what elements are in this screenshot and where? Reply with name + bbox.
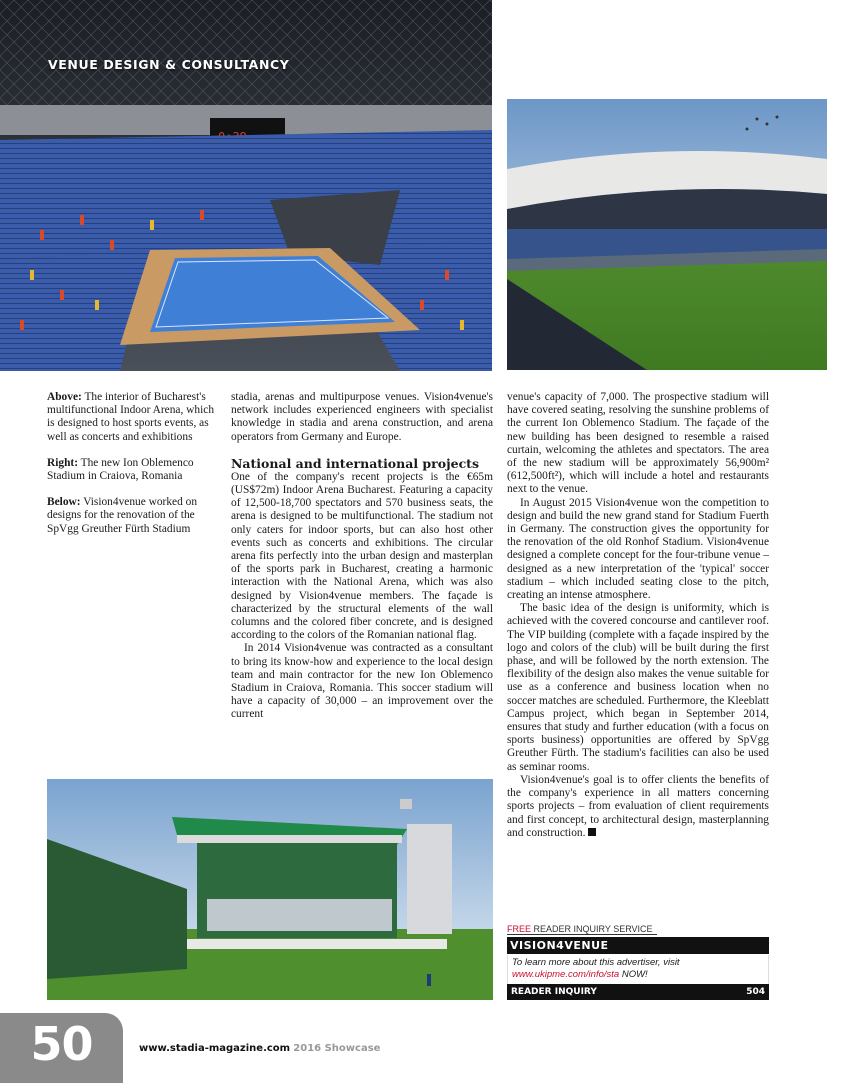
reader-inquiry-body <box>507 955 769 984</box>
caption-label: Below: <box>47 496 81 509</box>
advertiser-name: VISION4VENUE <box>507 937 769 954</box>
furth-stadium-image <box>47 779 493 1000</box>
section-header: VENUE DESIGN & CONSULTANCY <box>48 57 290 72</box>
reader-inquiry-footer-label: READER INQUIRY <box>511 987 597 997</box>
article-paragraph: The basic idea of the design is uniformity, which is achieved with the covered concourse and cantilever roof. The VIP building (complete with a façade inspired by the logo and colors of the club) will be built during the first phase, and will be followed by the north extension. The flexibility of the design also makes the venue suitable for use as a conference and business location when no soccer matches are scheduled. Furthermore, the Kleeblatt Campus project, which began in September 2014, ensures that study and further education (with a focus on sports business) opportunities are offered by SpVgg Greuther Fürth. The stadium's facilities can also be used as seminar rooms. <box>507 602 769 773</box>
reader-inquiry-line: To learn more about this advertiser, visit <box>512 957 680 968</box>
article-column-2 <box>231 391 493 722</box>
article-paragraph: In 2014 Vision4venue was contracted as a consultant to bring its know-how and experience to the local design team and main contractor for the new Ion Oblemenco Stadium in Craiova, Romania. This soccer stadium will have a capacity of 30,000 – an improvement over the current <box>231 642 493 721</box>
article-column-3 <box>507 391 769 840</box>
footer-url[interactable]: www.stadia-magazine.com <box>139 1043 291 1054</box>
article-final-text: Vision4venue's goal is to offer clients the benefits of the company's experience in all matters concerning sports projects – from evaluation of client requirements and first concept, to architectural design, masterplanning and construction. <box>507 773 769 839</box>
reader-inquiry-service-label <box>507 924 657 935</box>
image-captions <box>47 391 219 549</box>
arena-interior-image <box>0 0 492 371</box>
article-paragraph: In August 2015 Vision4venue won the competition to design and build the new grand stand for Stadium Fuerth in Germany. The construction gives the opportunity for the renovation of the old Ronhof Stadium. Vision4venue designed a complete concept for the four-tribune venue – designed as a new interpretation of the 'typical' soccer stadium – which included seating close to the pitch, creating an intense atmosphere. <box>507 496 769 602</box>
reader-inquiry-link[interactable]: www.ukipme.com/info/sta <box>512 969 620 980</box>
caption-text: Vision4venue worked on designs for the renovation of the SpVgg Greuther Fürth Stadium <box>47 496 198 535</box>
caption-label: Above: <box>47 391 82 403</box>
reader-inquiry-now: NOW! <box>619 969 648 980</box>
caption-text: The new Ion Oblemenco Stadium in Craiova, Romania <box>47 456 194 483</box>
footer-issue: 2016 Showcase <box>293 1043 381 1054</box>
page-number: 50 <box>30 1017 93 1071</box>
craiova-stadium-image <box>507 99 827 370</box>
caption-above <box>47 391 219 444</box>
page-footer <box>139 1043 380 1054</box>
article-paragraph: venue's capacity of 7,000. The prospective stadium will have covered seating, resolving the sunshine problems of the current Ion Oblemenco Stadium. The façade of the new building has been designed to resemble a raised curtain, welcoming the athletes and spectators. The area of the new stadium will be approximately 56,900m² (612,500ft²), which will include a hotel and restaurants next to the venue. <box>507 391 769 496</box>
caption-right <box>47 457 219 483</box>
caption-label: Right: <box>47 456 79 469</box>
reader-inquiry-footer <box>507 984 769 1000</box>
reader-inquiry-number: 504 <box>746 987 765 997</box>
caption-below <box>47 496 219 536</box>
service-label: READER INQUIRY SERVICE <box>531 924 653 934</box>
free-label: FREE <box>507 924 532 934</box>
article-paragraph-final <box>507 774 769 840</box>
article-paragraph: stadia, arenas and multipurpose venues. Vision4venue's network includes experienced engineers with specialist knowledge in stadia and arena construction, and arena operators from Germany and Europe. <box>231 391 493 443</box>
end-mark-icon <box>588 828 596 836</box>
reader-inquiry-link-line <box>512 969 764 981</box>
caption-text: The interior of Bucharest's multifunctional Indoor Arena, which is designed to host sports events, as well as concerts and exhibitions <box>47 391 215 443</box>
article-paragraph: One of the company's recent projects is the €65m (US$72m) Indoor Arena Bucharest. Featuring a capacity of 12,500-18,700 spectators and 570 business seats, the arena is designed to be multifunctional. The stadium not only caters for indoor sports, but can also host other events such as concerts and exhibitions. The circular arena fits perfectly into the urban design and masterplan of the sports park in Bucharest, creating a harmonic interaction with the National Arena, which was also designed by Vision4venue members. The façade is characterized by the structural elements of the wall columns and the colored fiber concrete, and is designed according to the colors of the Romanian national flag. <box>231 470 493 642</box>
article-subheading: National and international projects <box>231 455 479 471</box>
